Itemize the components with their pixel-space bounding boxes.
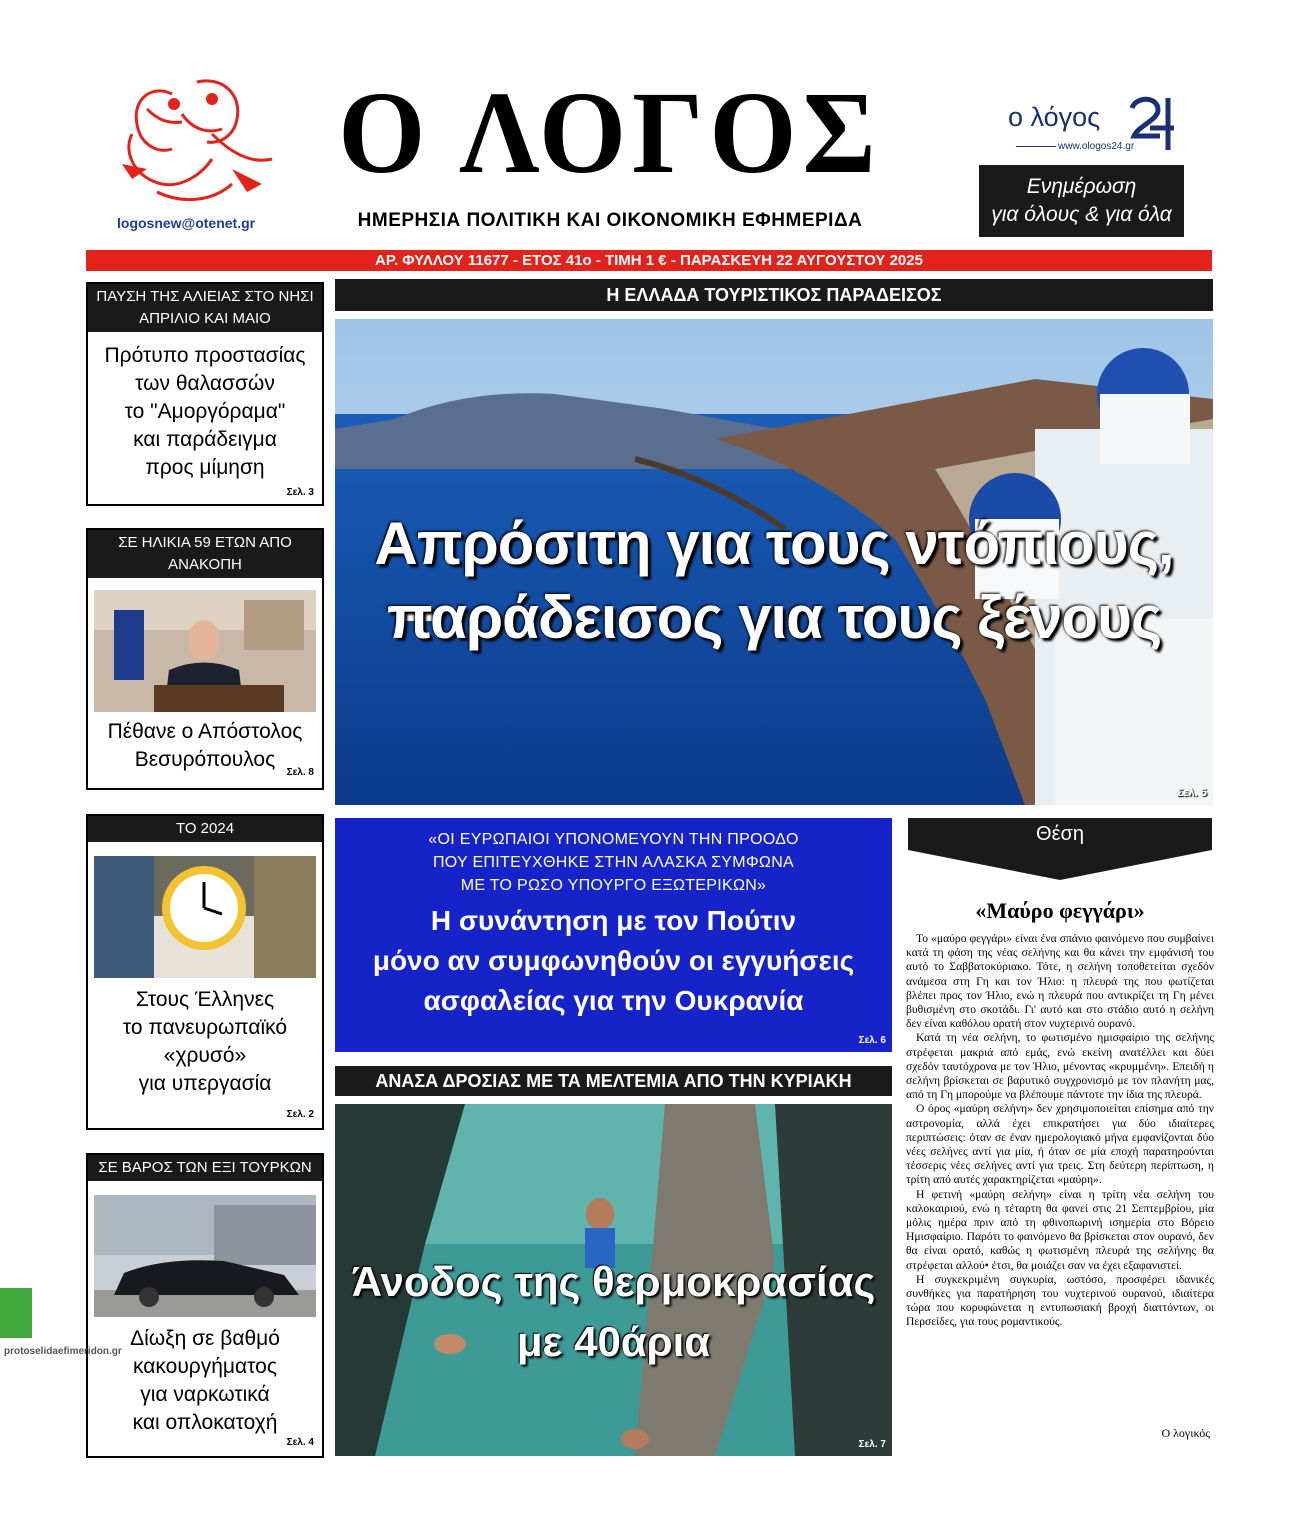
headline-line: Η συνάντηση με τον Πούτιν — [430, 905, 797, 936]
text-line: των θαλασσών — [135, 372, 275, 395]
opinion-title: «Μαύρο φεγγάρι» — [975, 898, 1145, 923]
sidebar-story-text — [88, 1317, 322, 1437]
putin-story[interactable] — [335, 818, 892, 1052]
logo24-url: www.ologos24.gr — [1058, 141, 1135, 152]
sidebar-story-header: ΣΕ ΗΛΙΚΙΑ 59 ΕΤΩΝ ΑΠΟ ΑΝΑΚΟΠΗ — [88, 530, 322, 578]
opinion-paragraph: Ο όρος «μαύρη σελήνη» δεν χρησιμοποιείται επίσημα από την αστρονομία, αλλά έχει επικρατήσει για δύο ιδιαίτερες περιπτώσεις: όταν σε έναν ημερολογιακό μήνα εμφανίζονται δύο νέες σελήνες αντί για μία, ή όταν σε μία εποχή παρατηρούνται τέσσερις νέες σελήνες αντί για τρεις. Στη δεύτερη περίπτωση, η τρίτη από αυτές χαρακτηρίζεται «μαύρη». — [906, 1102, 1214, 1187]
sidebar-story-prosecution[interactable] — [86, 1153, 324, 1458]
text-line: το "Αμοργόραμα" — [124, 400, 286, 423]
text-line: προς μίμηση — [145, 456, 265, 479]
sidebar-story-header: ΣΕ ΒΑΡΟΣ ΤΩΝ ΕΞΙ ΤΟΥΡΚΩΝ — [88, 1155, 322, 1181]
logo24-text: ο λόγος — [1008, 102, 1101, 132]
text-line: «χρυσό» — [163, 1044, 247, 1067]
slogan-line1: Ενημέρωση — [1026, 175, 1137, 198]
hero-line: παράδεισος για τους ξένους — [386, 584, 1162, 651]
header-line: ΑΠΡΙΛΙΟ ΚΑΙ ΜΑΙΟ — [139, 310, 271, 327]
number-24-icon — [1128, 94, 1176, 150]
quote-line: ΠΟΥ ΕΠΙΤΕΥΧΘΗΚΕ ΣΤΗΝ ΑΛΑΣΚΑ ΣΥΜΦΩΝΑ — [432, 854, 795, 871]
weather-section-header: ΑΝΑΣΑ ΔΡΟΣΙΑΣ ΜΕ ΤΑ ΜΕΛΤΕΜΙΑ ΑΠΟ ΤΗΝ ΚΥΡΙΑΚΗ — [335, 1066, 892, 1096]
quote-line: «ΟΙ ΕΥΡΩΠΑΙΟΙ ΥΠΟΝΟΜΕΥΟΥΝ ΤΗΝ ΠΡΟΟΔΟ — [428, 831, 799, 848]
text-line: Δίωξη σε βαθμό — [130, 1327, 280, 1350]
slogan-line2: για όλους & για όλα — [991, 203, 1172, 226]
sidebar-story-text — [88, 978, 322, 1098]
contact-email[interactable]: logosnew@otenet.gr — [117, 215, 256, 231]
issue-info-bar: ΑΡ. ΦΥΛΛΟΥ 11677 - ΕΤΟΣ 41ο - ΤΙΜΗ 1 € - ΠΑΡΑΣΚΕΥΗ 22 ΑΥΓΟΥΣΤΟΥ 2025 — [86, 250, 1212, 271]
opinion-paragraph: Η συγκεκριμένη συγκυρία, ωστόσο, προσφέρει ιδανικές συνθήκες για παρατήρηση του νυχτερινού ουρανού, ιδιαίτερα τώρα που κορυφώνεται η εντυπωσιακή βροχή διαττόντων, οι Περσείδες, για τους ρομαντικούς. — [906, 1272, 1214, 1329]
sidebar-story-fishing[interactable] — [86, 282, 324, 506]
page-ref: Σελ. 5 — [1176, 787, 1207, 799]
page-ref: Σελ. 3 — [286, 487, 314, 498]
main-section-header: Η ΕΛΛΑΔΑ ΤΟΥΡΙΣΤΙΚΟΣ ΠΑΡΑΔΕΙΣΟΣ — [335, 279, 1213, 311]
hero-headline — [335, 507, 1213, 655]
text-line: Στους Έλληνες — [135, 988, 275, 1011]
text-line: Πέθανε ο Απόστολος — [107, 720, 303, 743]
text-line: για ναρκωτικά — [140, 1383, 270, 1406]
page-ref: Σελ. 4 — [286, 1437, 314, 1448]
hero-story[interactable] — [335, 319, 1213, 805]
clock-photo — [94, 856, 316, 978]
text-line: το πανευρωπαϊκό — [122, 1016, 288, 1039]
page-ref: Σελ. 6 — [858, 1035, 886, 1046]
opinion-author: Ο λογικός — [1161, 1426, 1210, 1440]
headline-line: μόνο αν συμφωνηθούν οι εγγυήσεις — [372, 945, 855, 976]
text-line: Βεσυρόπουλος — [134, 748, 276, 771]
opinion-paragraph: Κατά τη νέα σελήνη, το φωτισμένο ημισφαίριο της σελήνης στρέφεται μακριά από εμάς, ενώ εκείνη ανατέλλει και δύει σχεδόν ταυτόχρονα με τον Ήλιο, μένοντας «κρυμμένη». Επειδή η σελήνη βρίσκεται σε βαρυτικό συγχρονισμό με τον πλανήτη μας, από τη Γη μπορούμε να βλέπουμε πάντοτε την ίδια της πλευρά. — [906, 1031, 1214, 1102]
opinion-header: Θέση — [908, 818, 1212, 850]
opinion-header-pointer-icon — [908, 850, 1212, 880]
newspaper-subtitle: ΗΜΕΡΗΣΙΑ ΠΟΛΙΤΙΚΗ ΚΑΙ ΟΙΚΟΝΟΜΙΚΗ ΕΦΗΜΕΡΙΔΑ — [357, 210, 863, 231]
text-line: και οπλοκατοχή — [132, 1411, 278, 1434]
page-ref: Σελ. 8 — [286, 767, 314, 778]
opinion-body — [906, 932, 1214, 1330]
page-ref: Σελ. 7 — [858, 1439, 886, 1450]
car-photo — [94, 1195, 316, 1317]
headline-line: Άνοδος της θερμοκρασίας — [351, 1258, 876, 1305]
text-line: Πρότυπο προστασίας — [104, 344, 306, 367]
quote-line: ΜΕ ΤΟ ΡΩΣΟ ΥΠΟΥΡΓΟ ΕΞΩΤΕΡΙΚΩΝ» — [460, 877, 767, 894]
putin-quote — [335, 818, 892, 897]
text-line: κακουργήματος — [133, 1355, 277, 1378]
header-line: ΠΑΥΣΗ ΤΗΣ ΑΛΙΕΙΑΣ ΣΤΟ ΝΗΣΙ — [96, 288, 314, 305]
politician-photo — [94, 590, 316, 712]
sidebar-story-header: ΤΟ 2024 — [88, 816, 322, 842]
weather-story[interactable] — [335, 1104, 892, 1456]
page-ref: Σελ. 2 — [286, 1109, 314, 1120]
putin-headline — [335, 901, 892, 1021]
logo24-underline — [1016, 146, 1056, 147]
opinion-paragraph: Η φετινή «μαύρη σελήνη» είναι η τρίτη νέα σελήνη του καλοκαιριού, ενώ η τέταρτη θα φανεί στις 21 Σεπτεμβρίου, μία μόλις ημέρα πριν από τη φθινοπωρινή ισημερία στο Βόρειο Ημισφαίριο. Παρότι το φαινόμενο θα βρίσκεται στον ουρανό, δεν θα είναι ορατό, καθώς η φωτισμένη πλευρά της σελήνης θα στρέφεται αλλού• έτσι, θα μοιάζει σαν να έχει εξαφανιστεί. — [906, 1187, 1214, 1272]
weather-headline — [335, 1252, 892, 1372]
source-watermark[interactable]: protoselidaefimeridon.gr — [4, 1346, 122, 1357]
slogan-box — [979, 165, 1184, 237]
headline-line: ασφαλείας για την Ουκρανία — [423, 985, 804, 1016]
newspaper-emblem-icon — [112, 74, 290, 212]
headline-line: με 40άρια — [516, 1318, 711, 1365]
text-line: για υπεργασία — [138, 1072, 272, 1095]
opinion-paragraph: Το «μαύρο φεγγάρι» είναι ένα σπάνιο φαινόμενο που συμβαίνει κατά τη φάση της νέας σελήνης και θα κάνει την εμφάνισή του αυτό το Σαββατοκύριακο. Τότε, η σελήνη τοποθετείται σχεδόν ανάμεσα στη Γη και τον Ήλιο: η πλευρά της που φωτίζεται βλέπει προς τον Ήλιο, ενώ η πλευρά που αντικρίζει τη Γη μένει βυθισμένη στο σκοτάδι. Γι' αυτό και στο στάδιο αυτό η σελήνη δεν είναι καθόλου ορατή στον νυχτερινό ουρανό. — [906, 932, 1214, 1031]
site-badge — [0, 1288, 32, 1338]
sidebar-story-text — [88, 332, 322, 482]
ologos24-logo[interactable] — [1008, 94, 1188, 156]
newspaper-title: Ο ΛΟΓΟΣ — [338, 67, 882, 199]
hero-line: Απρόσιτη για τους ντόπιους, — [374, 510, 1174, 577]
sidebar-story-text — [88, 712, 322, 774]
sidebar-story-overwork[interactable] — [86, 814, 324, 1130]
text-line: και παράδειγμα — [133, 428, 277, 451]
sidebar-story-header — [88, 284, 322, 332]
sidebar-story-obituary[interactable] — [86, 528, 324, 790]
